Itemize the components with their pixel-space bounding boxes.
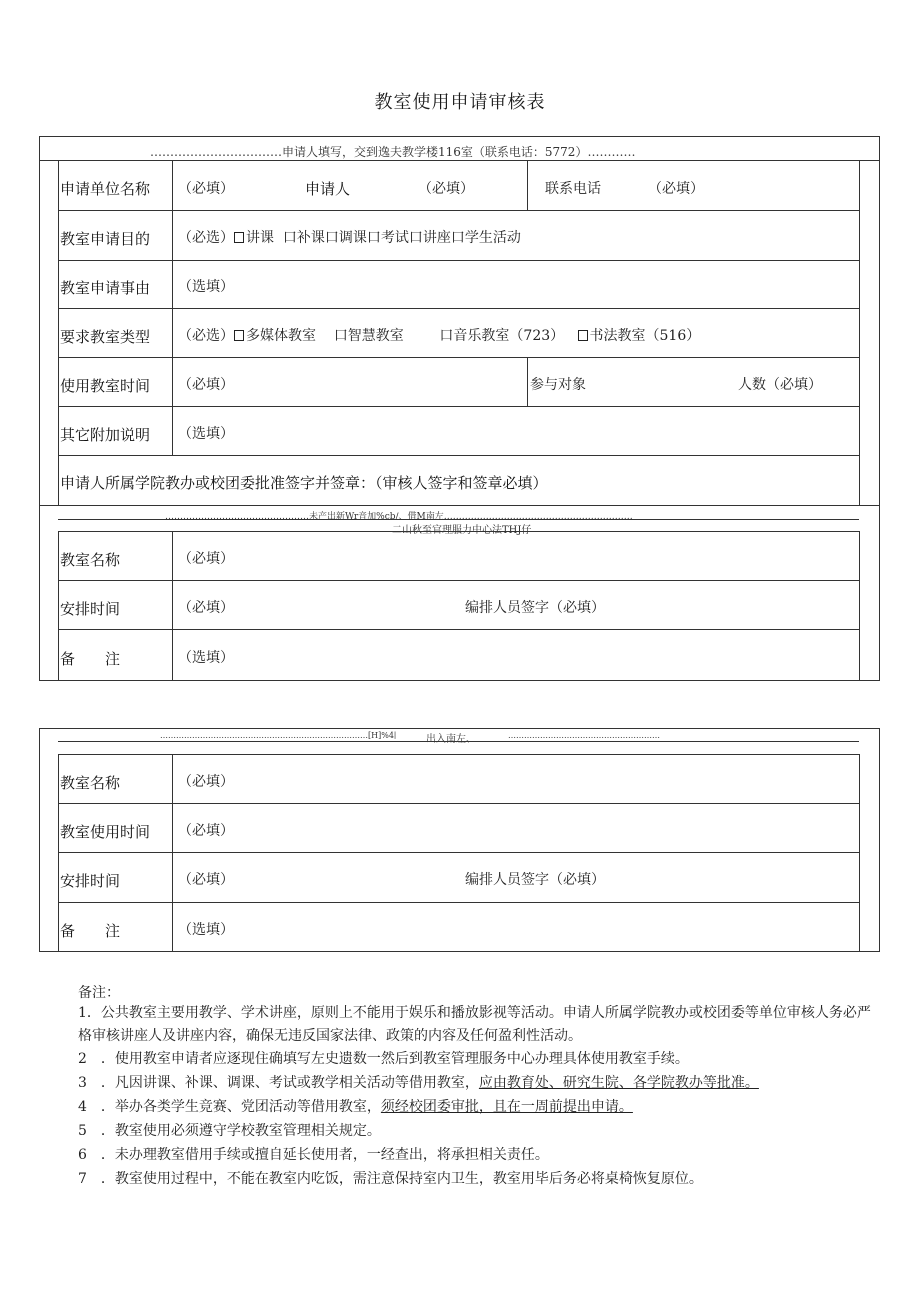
purpose-option-student-activity[interactable]: 口学生活动 — [450, 230, 521, 246]
s3-room-name-label: 教室名称 — [60, 774, 121, 792]
note-2-emphasis: 逐现住确填写左史遗 — [226, 1051, 353, 1067]
row-rule — [58, 210, 859, 211]
lower-right-rule — [859, 531, 860, 681]
purpose-prefix: （必选） — [178, 230, 234, 246]
section-divider-top: …………………………………………未产出新Wr音加%cb∕、借M南左……………………………………………………… — [165, 512, 633, 522]
form-title: 教室使用申请审核表 — [374, 92, 546, 113]
headcount-label[interactable]: 人数（必填） — [738, 377, 822, 393]
row-rule — [58, 754, 859, 755]
use-time-label: 使用教室时间 — [60, 377, 151, 395]
room-name-label: 教室名称 — [60, 551, 121, 569]
purpose-option-lecture[interactable]: 讲课 — [246, 230, 274, 246]
s3-schedule-label: 安排时间 — [60, 872, 121, 890]
row-rule — [58, 852, 859, 853]
remark-value[interactable]: （选填） — [178, 650, 234, 666]
type-option-music[interactable]: 口音乐教室（723） — [439, 328, 565, 344]
s3-scheduler-signature[interactable]: 编排人员签字（必填） — [465, 872, 605, 888]
purpose-option-makeup[interactable]: 口补课 — [282, 230, 325, 246]
purpose-option-talk[interactable]: 口讲座 — [408, 230, 451, 246]
row-rule — [58, 580, 859, 581]
row-rule — [58, 803, 859, 804]
section3-frame — [39, 728, 880, 952]
row-rule — [58, 902, 859, 903]
section1-frame — [39, 136, 880, 681]
row-rule — [39, 505, 880, 506]
participants-col-rule — [527, 357, 528, 407]
unit-label: 申请单位名称 — [60, 180, 151, 198]
room-type-label: 要求教室类型 — [60, 328, 151, 346]
s3-left-rule — [58, 754, 59, 952]
checkbox-icon[interactable] — [578, 330, 588, 341]
s3-right-rule — [859, 754, 860, 952]
s3-use-time-label: 教室使用时间 — [60, 823, 151, 841]
purpose-label: 教室申请目的 — [60, 230, 151, 248]
s3-label-rule — [172, 754, 173, 952]
section-divider-bottom: 二山秋至官理服力中心法THJ仔 — [392, 525, 532, 536]
schedule-value[interactable]: （必填） — [178, 600, 234, 616]
phone-col-rule — [527, 160, 528, 210]
note-6: 6 ．未办理教室借用手续或擅自延长使用者，一经查出，将承担相关责任。 — [78, 1147, 549, 1163]
reason-value[interactable]: （选填） — [178, 279, 234, 295]
room-type-options — [178, 325, 700, 345]
s3-remark-value[interactable]: （选填） — [178, 922, 234, 938]
type-option-calligraphy[interactable]: 书法教室（516） — [589, 328, 701, 344]
remark-label: 备 注 — [60, 650, 121, 668]
approval-signature-line[interactable]: 申请人所属学院教办或校团委批准签字并签章：（审核人签字和签章必填） — [60, 474, 548, 492]
row-rule — [58, 531, 859, 532]
note-4-text: 4 ．举办各类学生竞赛、党团活动等借用教室， — [78, 1099, 381, 1115]
purpose-option-exam[interactable]: 口考试 — [366, 230, 409, 246]
unit-value[interactable]: （必填） — [178, 181, 234, 197]
participants-label: 参与对象 — [530, 377, 586, 393]
s3-use-time-value[interactable]: （必填） — [178, 823, 234, 839]
phone-value[interactable]: （必填） — [648, 181, 704, 197]
type-option-smart[interactable]: 口智慧教室 — [333, 328, 404, 344]
row-rule — [58, 406, 859, 407]
section1-header: ……………………………申请人填写，交到逸夫教学楼116室（联系电话：5772）………… — [150, 145, 636, 159]
other-value[interactable]: （选填） — [178, 426, 234, 442]
divider-rule — [58, 519, 859, 520]
purpose-options — [178, 227, 521, 247]
lower-label-rule — [172, 531, 173, 681]
note-5: 5 ．教室使用必须遵守学校教室管理相关规定。 — [78, 1123, 381, 1139]
scheduler-signature[interactable]: 编排人员签字（必填） — [465, 600, 605, 616]
schedule-label: 安排时间 — [60, 600, 121, 618]
row-rule — [58, 260, 859, 261]
note-1: 1．公共教室主要用教学、学术讲座，原则上不能用于娱乐和播放影视等活动。申请人所属学院教办或校团委等单位审核人务必严格审核讲座人及讲座内容，确保无违反国家法律、政策的内容及任何盈利性活动。 — [78, 1005, 871, 1044]
lower-left-rule — [58, 531, 59, 681]
section3-header-left: ……………………………………………………………………[H]%4∣ — [160, 731, 397, 740]
inner-left-rule — [58, 160, 59, 505]
phone-label: 联系电话 — [545, 181, 601, 197]
section3-header-right: ………………………………………………… — [508, 731, 660, 740]
s3-remark-label: 备 注 — [60, 922, 121, 940]
section1-header-rule — [39, 160, 880, 161]
type-prefix: （必选） — [178, 328, 234, 344]
notes-title: 备注： — [78, 985, 120, 1001]
note-3 — [78, 1072, 878, 1095]
type-option-multimedia[interactable]: 多媒体教室 — [246, 328, 316, 344]
row-rule — [58, 357, 859, 358]
reason-label: 教室申请事由 — [60, 279, 151, 297]
purpose-option-reschedule[interactable]: 口调课 — [324, 230, 367, 246]
row-rule — [58, 455, 859, 456]
note-3-emphasis: 应由教育处、研究生院、各学院教办等批准。 — [478, 1075, 759, 1091]
s3-room-name-value[interactable]: （必填） — [178, 774, 234, 790]
note-3-text: 3 ．凡因讲课、补课、调课、考试或教学相关活动等借用教室， — [78, 1075, 479, 1091]
note-2-text: 2 ．使用教室申请者应 — [78, 1051, 227, 1067]
checkbox-icon[interactable] — [234, 330, 244, 341]
applicant-value[interactable]: （必填） — [418, 181, 474, 197]
note-7: 7 ．教室使用过程中，不能在教室内吃饭，需注意保持室内卫生，教室用毕后务必将桌椅恢复原位。 — [78, 1171, 703, 1187]
note-4 — [78, 1096, 878, 1119]
section3-header-mid: 出入南左、 — [426, 734, 476, 745]
row-rule — [58, 629, 859, 630]
checkbox-icon[interactable] — [234, 232, 244, 243]
use-time-value[interactable]: （必填） — [178, 377, 234, 393]
applicant-label: 申请人 — [305, 180, 351, 198]
inner-right-rule — [859, 160, 860, 505]
note-2 — [78, 1048, 878, 1071]
s3-schedule-value[interactable]: （必填） — [178, 872, 234, 888]
room-name-value[interactable]: （必填） — [178, 551, 234, 567]
other-label: 其它附加说明 — [60, 426, 151, 444]
row-rule — [58, 308, 859, 309]
note-2-tail: 数一然后到教室管理服务中心办理具体使用教室手续。 — [352, 1051, 689, 1067]
note-4-emphasis: 须经校团委审批，且在一周前提出申请。 — [380, 1099, 633, 1115]
section3-header-rule — [58, 741, 859, 742]
